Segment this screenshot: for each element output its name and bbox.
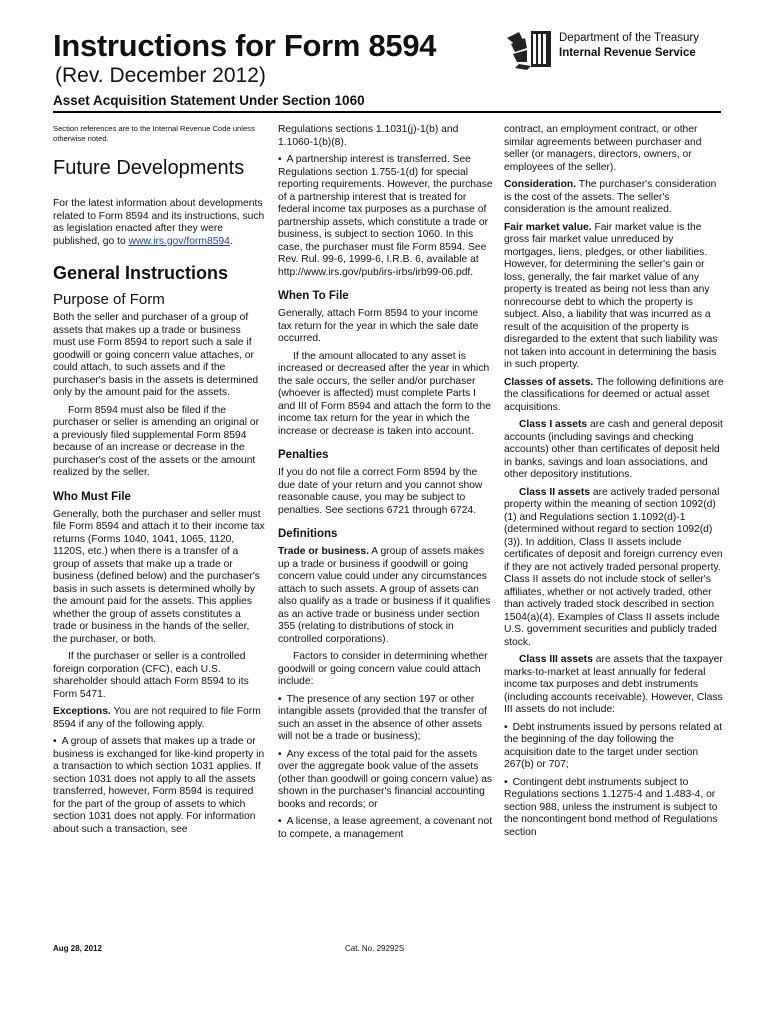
purpose-of-form-heading: Purpose of Form bbox=[53, 291, 165, 308]
classes-paragraph: Classes of assets. The following definitions are the classifications for deemed or actual asset acquisitions. bbox=[504, 376, 724, 413]
consideration-paragraph: Consideration. The purchaser's consideration is the cost of the assets. The seller's consideration is the amount realized. bbox=[504, 179, 717, 215]
class-1-paragraph: Class I assets are cash and general deposit accounts (including savings and checking accounts) other than certificates of deposit held in banks, savings and loan associations, and other depository institutions. bbox=[504, 419, 723, 480]
who-paragraph-2: If the purchaser or seller is a controlled foreign corporation (CFC), each U.S. shareholder should attach Form 8594 to its Form 5471. bbox=[53, 651, 249, 700]
column-2 bbox=[278, 124, 493, 846]
regulations-continuation: Regulations sections 1.1031(j)-1(b) and 1.1060-1(b)(8). bbox=[278, 124, 459, 148]
general-instructions-heading: General Instructions bbox=[53, 263, 229, 283]
footer-date: Aug 28, 2012 bbox=[53, 944, 102, 953]
when-paragraph-1: Generally, attach Form 8594 to your income tax return for the year in which the sale date occurred. bbox=[278, 308, 479, 344]
purpose-paragraph-2: Form 8594 must also be filed if the purchaser or seller is amending an original or a previously filed supplemental Form 8594 because of an increase or decrease in the purchaser's cost of the assets or the amount realized by the seller. bbox=[53, 404, 260, 478]
agency-department: Department of the Treasury bbox=[559, 32, 699, 44]
purpose-paragraph-1: Both the seller and purchaser of a group of assets that makes up a trade or business must use Form 8594 to report such a sale if goodwill or going concern value attaches, or could attach, to such assets and if the purchaser's basis in the assets is determined only by the amount paid for the assets. bbox=[53, 312, 259, 398]
trade-business-paragraph: Trade or business. A group of assets makes up a trade or business if goodwill or going concern value could under any circumstances attach to such assets. A group of assets can also qualify as a trade or business if it qualifies as an active trade or business under section 355 (relating to distributions of stock in controlled corporations). bbox=[278, 546, 491, 645]
class-3-bullet-1: • Debt instruments issued by persons related at the beginning of the day following the acquisition date to the target under section 267(b) or 707; bbox=[504, 722, 724, 772]
exceptions-bullet: • A group of assets that makes up a trade or business is exchanged for like-kind property in a transaction to which section 1031 applies. If section 1031 does not apply to all the assets transferred, however, Form 8594 is required for the part of the group of assets to which section 1031 does not apply. For information about such a transaction, see bbox=[53, 736, 265, 836]
penalties-paragraph: If you do not file a correct Form 8594 by the due date of your return and you cannot show reasonable cause, you may be subject to penalties. See sections 6721 through 6724. bbox=[278, 467, 483, 516]
revision-date: (Rev. December 2012) bbox=[55, 64, 266, 87]
footer-catalog-number: Cat. No. 29292S bbox=[345, 944, 405, 953]
who-must-file-heading: Who Must File bbox=[53, 490, 131, 503]
future-developments-text: For the latest information about developments related to Form 8594 and its instructions, such as legislation enacted after they were published, go to www.irs.gov/form8594. bbox=[53, 198, 265, 247]
factors-paragraph: Factors to consider in determining whether goodwill or going concern value could attach include: bbox=[278, 651, 488, 687]
when-to-file-heading: When To File bbox=[278, 290, 349, 302]
definitions-heading: Definitions bbox=[278, 528, 338, 540]
form-subtitle: Asset Acquisition Statement Under Section 1060 bbox=[53, 93, 365, 108]
header-rule bbox=[53, 111, 721, 113]
agreements-continuation: contract, an employment contract, or other similar agreements between purchaser and seller (or managers, directors, owners, or employees of the seller). bbox=[504, 124, 702, 173]
column-3 bbox=[504, 124, 724, 844]
fair-market-value-paragraph: Fair market value. Fair market value is the gross fair market value unreduced by mortgages, liens, pledges, or other liabilities. However, for determining the seller's gain or loss, generally, the fair market value of any property is treated as being not less than any nonrecourse debt to which the property is subject. Also, a liability that was incurred as a result of the acquisition of the property is disregarded to the extent that such liability was not taken into account in determining the basis in such property. bbox=[504, 221, 718, 370]
future-developments-heading: Future Developments bbox=[53, 157, 245, 179]
partnership-bullet: • A partnership interest is transferred. See Regulations section 1.755-1(d) for special reporting requirements. However, the purchase of a partnership interest that is treated for federal income tax purposes as a purchase of partnership assets, which constitute a trade or business, is subject to section 1060. In this case, the purchaser must file Form 8594. See Rev. Rul. 99-6, 1999-6, I.R.B. 6, available at http://www.irs.gov/pub/irs-irbs/irb99-06.pdf. bbox=[278, 154, 493, 279]
factors-bullet-1: • The presence of any section 197 or other intangible assets (provided that the transfer of such an asset in the absence of other assets will not be a trade or business); bbox=[278, 694, 493, 744]
column-1 bbox=[53, 124, 265, 841]
irs-form8594-link[interactable]: www.irs.gov/form8594 bbox=[128, 235, 230, 247]
factors-bullet-3: • A license, a lease agreement, a covenant not to compete, a management bbox=[278, 816, 493, 841]
when-paragraph-2: If the amount allocated to any asset is increased or decreased after the year in which the sale occurs, the seller and/or purchaser (whoever is affected) must complete Parts I and III of Form 8594 and attach the form to the income tax return for the year in which the increase or decrease is taken into account. bbox=[278, 350, 491, 437]
agency-block bbox=[559, 31, 699, 61]
irs-eagle-logo-icon bbox=[505, 28, 555, 70]
who-paragraph-1: Generally, both the purchaser and seller must file Form 8594 and attach it to their income tax returns (Forms 1040, 1041, 1065, 1120, 1120S, etc.) when there is a transfer of a group of assets that make up a trade or business (defined below) and the purchaser's basis in such assets is determined wholly by the amount paid for the assets. This applies whether the group of assets constitutes a trade or business in the hands of the seller, the purchaser, or both. bbox=[53, 508, 265, 645]
page-title: Instructions for Form 8594 bbox=[53, 28, 437, 63]
penalties-heading: Penalties bbox=[278, 449, 329, 461]
agency-irs: Internal Revenue Service bbox=[559, 47, 696, 59]
section-note: Section references are to the Internal Revenue Code unless otherwise noted. bbox=[53, 124, 255, 143]
class-2-paragraph: Class II assets are actively traded personal property within the meaning of section 1092(d)(1) and Regulations section 1.1092(d)-1 (determined without regard to section 1092(d)(3)). In addition, Class II assets include certificates of deposit and foreign currency even if they are not actively traded personal property. Class II assets do not include stock of seller's affiliates, whether or not actively traded, other than actively traded stock described in section 1504(a)(4). Examples of Class II assets include U.S. government securities and publicly traded stock. bbox=[504, 486, 723, 648]
exceptions-paragraph: Exceptions. You are not required to file Form 8594 if any of the following apply. bbox=[53, 706, 261, 730]
class-3-bullet-2: • Contingent debt instruments subject to Regulations sections 1.1275-4 and 1.483-4, or section 988, unless the instrument is subject to the noncontingent bond method of Regulations section bbox=[504, 777, 724, 840]
factors-bullet-2: • Any excess of the total paid for the assets over the aggregate book value of the assets (other than goodwill or going concern value) as shown in the purchaser's financial accounting books and records; or bbox=[278, 749, 493, 812]
class-3-paragraph: Class III assets are assets that the taxpayer marks-to-market at least annually for federal income tax purposes and debt instruments (including accounts receivable). However, Class III assets do not include: bbox=[504, 654, 723, 715]
